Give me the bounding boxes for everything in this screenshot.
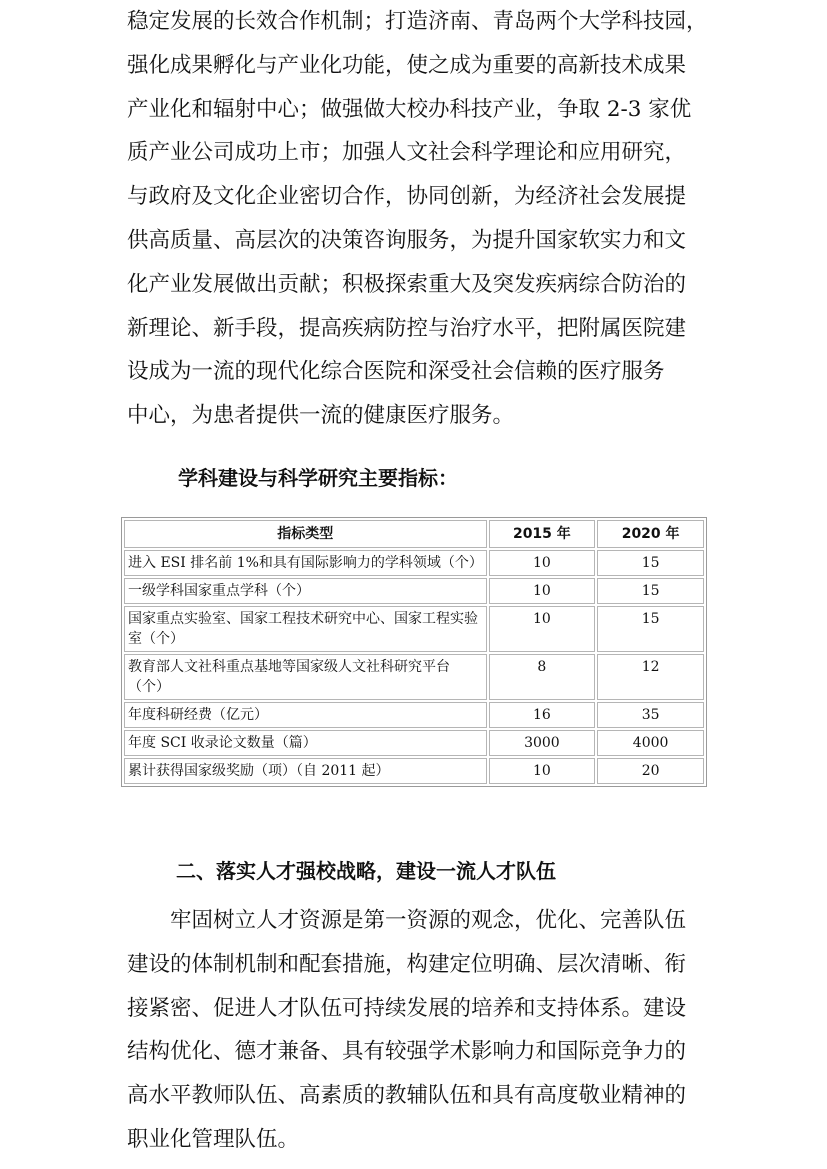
row-label: 教育部人文社科重点基地等国家级人文社科研究平台（个）: [124, 654, 487, 700]
row-label: 累计获得国家级奖励（项）（自 2011 起）: [124, 758, 487, 784]
value-2020: 15: [597, 578, 704, 604]
value-2015: 10: [489, 606, 596, 652]
metrics-table: [121, 517, 707, 787]
text-line: 质产业公司成功上市；加强人文社会科学理论和应用研究，: [127, 140, 687, 166]
table-row: [124, 654, 704, 700]
header-2015: 2015 年: [489, 520, 596, 548]
value-2015: 8: [489, 654, 596, 700]
text-line: 强化成果孵化与产业化功能，使之成为重要的高新技术成果: [127, 52, 687, 78]
text-line: 供高质量、高层次的决策咨询服务，为提升国家软实力和文: [127, 227, 687, 253]
text-line: 接紧密、促进人才队伍可持续发展的培养和支持体系。建设: [127, 995, 687, 1021]
text-line: 产业化和辐射中心；做强做大校办科技产业，争取 2-3 家优: [127, 96, 692, 122]
row-label: 年度科研经费（亿元）: [124, 702, 487, 728]
table-row: [124, 730, 704, 756]
table-row: [124, 606, 704, 652]
value-2020: 12: [597, 654, 704, 700]
table-row: [124, 578, 704, 604]
table-title: 学科建设与科学研究主要指标：: [178, 466, 458, 490]
value-2015: 16: [489, 702, 596, 728]
paragraph-talent-strategy: [127, 899, 717, 1162]
row-label: 年度 SCI 收录论文数量（篇）: [124, 730, 487, 756]
value-2020: 15: [597, 606, 704, 652]
text-line: 设成为一流的现代化综合医院和深受社会信赖的医疗服务: [127, 359, 665, 385]
value-2015: 3000: [489, 730, 596, 756]
row-label: 一级学科国家重点学科（个）: [124, 578, 487, 604]
value-2015: 10: [489, 578, 596, 604]
value-2015: 10: [489, 758, 596, 784]
header-2020: 2020 年: [597, 520, 704, 548]
row-label: 进入 ESI 排名前 1%和具有国际影响力的学科领域（个）: [124, 550, 487, 576]
text-line: 职业化管理队伍。: [127, 1126, 300, 1152]
header-indicator-type: 指标类型: [124, 520, 487, 548]
section-heading: 二、落实人才强校战略，建设一流人才队伍: [176, 859, 556, 883]
value-2020: 20: [597, 758, 704, 784]
value-2020: 35: [597, 702, 704, 728]
value-2020: 4000: [597, 730, 704, 756]
text-line: 与政府及文化企业密切合作，协同创新，为经济社会发展提: [127, 184, 687, 210]
text-line: 高水平教师队伍、高素质的教辅队伍和具有高度敬业精神的: [127, 1083, 687, 1109]
text-line: 新理论、新手段，提高疾病防控与治疗水平，把附属医院建: [127, 315, 687, 341]
value-2015: 10: [489, 550, 596, 576]
text-line: 建设的体制机制和配套措施，构建定位明确、层次清晰、衔: [127, 951, 687, 977]
text-line: 中心，为患者提供一流的健康医疗服务。: [127, 403, 515, 429]
table-row: [124, 550, 704, 576]
paragraph-research-goals: [127, 0, 717, 438]
value-2020: 15: [597, 550, 704, 576]
table-header-row: [124, 520, 704, 548]
text-line: 化产业发展做出贡献；积极探索重大及突发疾病综合防治的: [127, 271, 687, 297]
text-line: 牢固树立人才资源是第一资源的观念，优化、完善队伍: [170, 908, 687, 933]
text-line: 稳定发展的长效合作机制；打造济南、青岛两个大学科技园，: [127, 9, 708, 34]
text-line: 结构优化、德才兼备、具有较强学术影响力和国际竞争力的: [127, 1039, 687, 1065]
row-label: 国家重点实验室、国家工程技术研究中心、国家工程实验室（个）: [124, 606, 487, 652]
table-row: [124, 702, 704, 728]
table-row: [124, 758, 704, 784]
